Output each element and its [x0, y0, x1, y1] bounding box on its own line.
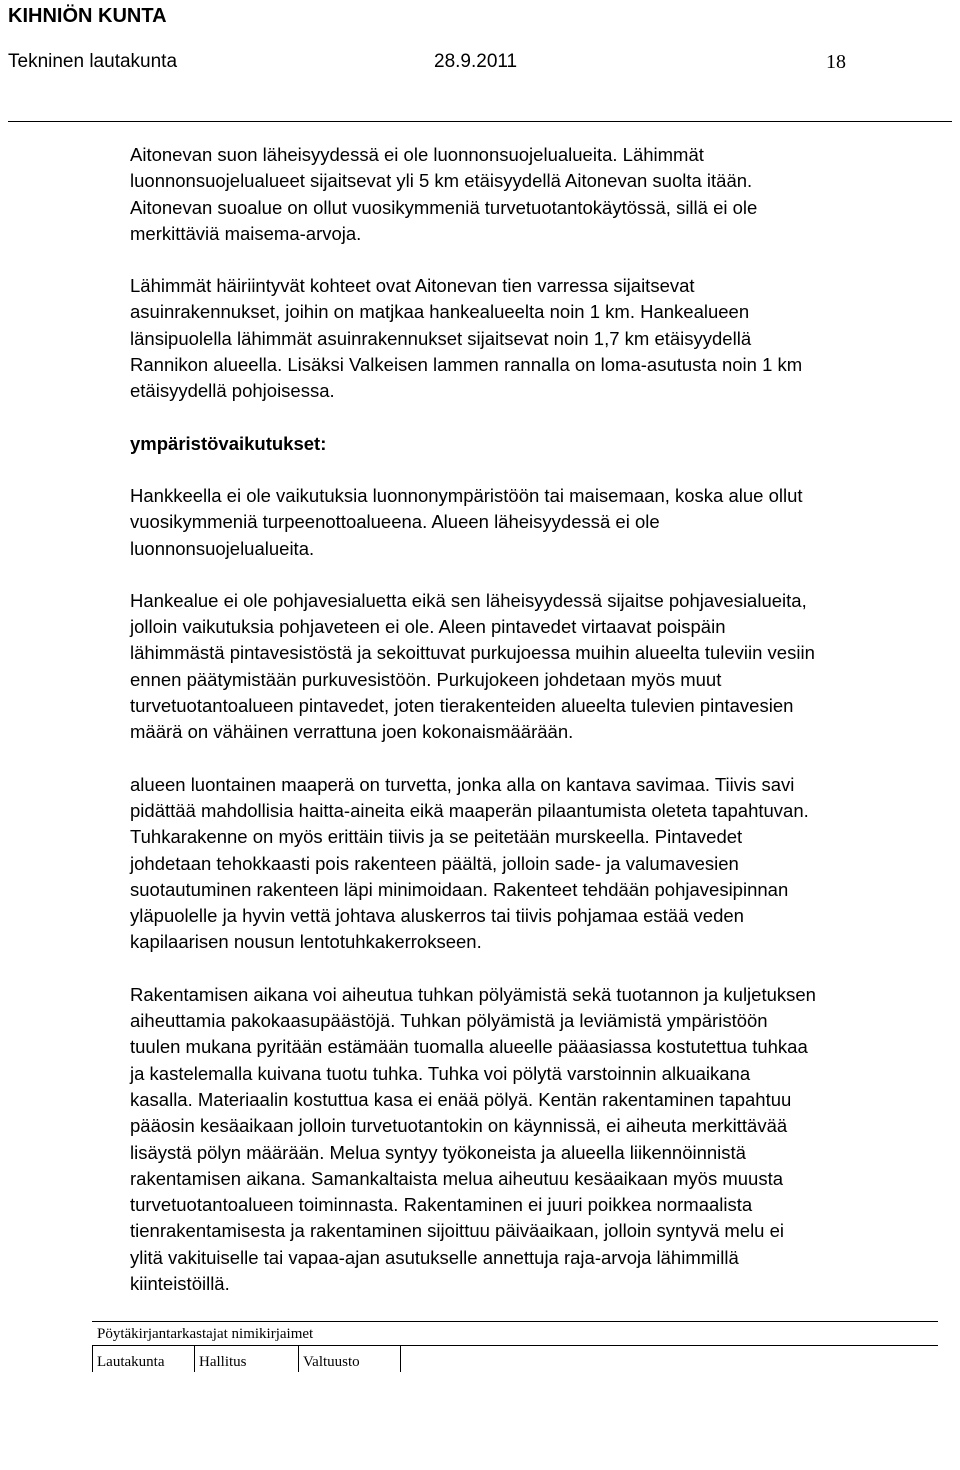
text-line: länsipuolella lähimmät asuinrakennukset sijaitsevat noin 1,7 km etäisyydellä [130, 327, 752, 349]
text-line: Hankkeella ei ole vaikutuksia luonnonympäristöön tai maisemaan, koska alue ollut [130, 484, 803, 506]
text-line: Tuhkarakenne on myös erittäin tiivis ja se peitetään murskeella. Pintavedet [130, 826, 743, 848]
paragraph [130, 982, 950, 1298]
paragraph [130, 142, 950, 247]
text-line: ja kastelemalla kuivana tuotu tuhka. Tuhka voi pölytä varstoinnin alkuaikana [130, 1062, 751, 1084]
signature-column-valtuusto: Valtuusto [303, 1354, 360, 1370]
signature-cell-border [400, 1345, 401, 1372]
text-line: rakentamisen aikana. Samankaltaista melua aiheutuu kesäaikaan myös muusta [130, 1167, 784, 1189]
section-heading: ympäristövaikutukset: [130, 432, 327, 454]
text-line: etäisyydellä pohjoisessa. [130, 380, 335, 402]
text-line: Rakentamisen aikana voi aiheutua tuhkan pölyämistä sekä tuotannon ja kuljetuksen [130, 983, 816, 1005]
text-line: johdetaan tehokkaasti pois rakenteen päältä, jolloin sade- ja valumavesien [130, 852, 739, 874]
paragraph [130, 772, 950, 956]
signature-column-hallitus: Hallitus [199, 1354, 247, 1370]
text-line: Lähimmät häiriintyvät kohteet ovat Aitonevan tien varressa sijaitsevat [130, 275, 695, 297]
text-line: lähimmästä pintavesistöstä ja sekoittuvat purkujoessa muihin alueelta tuleviin vesiin [130, 642, 815, 664]
text-line: Aitonevan suon läheisyydessä ei ole luonnonsuojelualueita. Lähimmät [130, 144, 704, 165]
paragraph [130, 483, 950, 562]
document-body [130, 142, 950, 1297]
text-line: kapilaarisen nousun lentotuhkakerrokseen. [130, 931, 482, 953]
text-line: alueen luontainen maaperä on turvetta, jonka alla on kantava savimaa. Tiivis savi [130, 773, 795, 795]
text-line: luonnonsuojelualueita. [130, 537, 315, 559]
signature-divider [92, 1345, 938, 1346]
text-line: vuosikymmeniä turpeenottoalueena. Alueen läheisyydessä ei ole [130, 511, 660, 533]
text-line: luonnonsuojelualueet sijaitsevat yli 5 km etäisyydellä Aitonevan suolta itään. [130, 170, 753, 192]
text-line: tuulen mukana pyritään estämään tuomalla alueelle pääasiassa kostutettua tuhkaa [130, 1036, 808, 1058]
text-line: yläpuolelle ja hyvin vettä johtava aluskerros tai tiivis pohjamaa estää veden [130, 905, 744, 927]
text-line: lisäystä pölyn määrään. Melua syntyy työkoneista ja alueella liikennöinnistä [130, 1141, 746, 1163]
text-line: pidättää mahdollisia haitta-aineita eikä maaperän pilaantumista oleteta tapahtuvan. [130, 799, 809, 821]
board-name: Tekninen lautakunta [8, 51, 178, 72]
text-line: merkittäviä maisema-arvoja. [130, 222, 362, 244]
paragraph [130, 273, 950, 404]
paragraph [130, 588, 950, 746]
text-line: pääosin kesäaikaan jolloin turvetuotantokin on käynnissä, ei aiheuta merkittävää [130, 1115, 788, 1137]
text-line: turvetuotantoalueen pintavedet, joten tierakenteiden alueelta tulevien pintavesien [130, 695, 794, 717]
text-line: tienrakentamisesta ja rakentaminen sijoittuu päiväaikaan, jolloin syntyvä melu ei [130, 1220, 785, 1242]
signature-top-rule [92, 1321, 938, 1322]
organization-name: KIHNIÖN KUNTA [8, 5, 167, 27]
text-line: aiheuttamia pakokaasupäästöjä. Tuhkan pölyämistä ja leviämistä ympäristöön [130, 1010, 768, 1032]
text-line: turvetuotantoalueen toiminnasta. Rakentaminen ei juuri poikkea normaalista [130, 1194, 753, 1216]
signature-cell-border [92, 1345, 93, 1372]
text-line: asuinrakennukset, joihin on matjkaa hankealueelta noin 1 km. Hankealueen [130, 301, 750, 323]
text-line: suotautuminen rakenteen läpi minimoidaan. Rakenteet tehdään pohjavesipinnan [130, 878, 789, 900]
page-number: 18 [826, 51, 846, 73]
text-line: kasalla. Materiaalin kostuttua kasa ei enää pölyä. Kentän rakentaminen tapahtuu [130, 1088, 792, 1110]
text-line: Hankealue ei ole pohjavesialuetta eikä sen läheisyydessä sijaitse pohjavesialueita, [130, 589, 807, 611]
text-line: ylitä vakituiselle tai vapaa-ajan asutukselle annettuja raja-arvoja lähimmillä [130, 1246, 739, 1268]
text-line: ennen päätymistään purkuvesistöön. Purkujokeen johdetaan myös muut [130, 668, 722, 690]
text-line: jolloin vaikutuksia pohjaveteen ei ole. Aleen pintavedet virtaavat poispäin [130, 616, 726, 638]
signature-column-lautakunta: Lautakunta [97, 1354, 165, 1370]
signature-label: Pöytäkirjantarkastajat nimikirjaimet [97, 1326, 314, 1342]
signature-cell-border [298, 1345, 299, 1372]
text-line: määrä on vähäinen verrattuna joen kokonaismäärään. [130, 721, 574, 743]
text-line: Rannikon alueella. Lisäksi Valkeisen lammen rannalla on loma-asutusta noin 1 km [130, 354, 803, 376]
text-line: Aitonevan suoalue on ollut vuosikymmeniä turvetuotantokäytössä, sillä ei ole [130, 196, 758, 218]
meeting-date: 28.9.2011 [434, 51, 518, 72]
text-line: kiinteistöillä. [130, 1272, 230, 1294]
header-divider [8, 121, 952, 122]
signature-cell-border [194, 1345, 195, 1372]
